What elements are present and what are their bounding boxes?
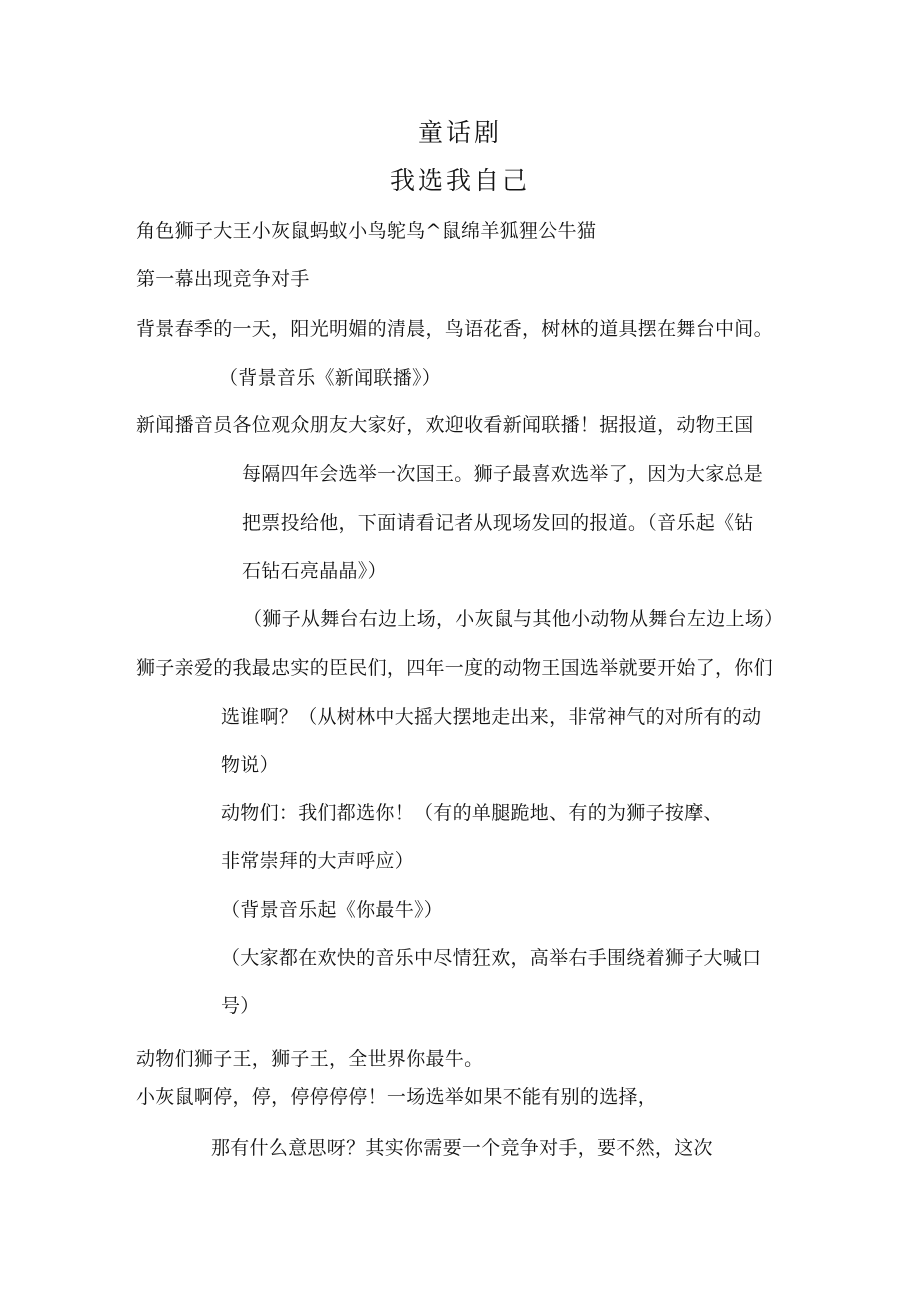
play-type-title: 童话剧 <box>417 118 502 147</box>
cast-list: 角色狮子大王小灰鼠蚂蚁小鸟鸵鸟^鼠绵羊狐狸公牛猫 <box>136 220 597 242</box>
stage-direction: （狮子从舞台右边上场，小灰鼠与其他小动物从舞台左边上场） <box>243 608 784 630</box>
dialogue-line: 动物们：我们都选你！（有的单腿跪地、有的为狮子按摩、 <box>221 802 723 824</box>
dialogue-line: 动物们狮子王，狮子王，全世界你最牛。 <box>136 1048 484 1070</box>
act-heading: 第一幕出现竞争对手 <box>136 268 310 290</box>
dialogue-line: 石钻石亮晶晶》） <box>242 560 387 582</box>
dialogue-line: 狮子亲爱的我最忠实的臣民们，四年一度的动物王国选举就要开始了，你们 <box>136 657 773 679</box>
stage-direction: （背景音乐起《你最牛》） <box>221 899 444 921</box>
play-title: 我选我自己 <box>389 166 530 195</box>
dialogue-line: 每隔四年会选举一次国王。狮子最喜欢选举了，因为大家总是 <box>242 463 764 485</box>
dialogue-line: 非常崇拜的大声呼应） <box>221 850 415 872</box>
stage-direction: 号） <box>221 995 260 1017</box>
scene-setting: 背景春季的一天，阳光明媚的清晨，鸟语花香，树林的道具摆在舞台中间。 <box>136 318 773 340</box>
dialogue-line: 新闻播音员各位观众朋友大家好，欢迎收看新闻联播！据报道，动物王国 <box>136 414 754 436</box>
dialogue-line: 把票投给他，下面请看记者从现场发回的报道。（音乐起《钻 <box>242 512 754 534</box>
stage-direction: （背景音乐《新闻联播》） <box>219 367 442 389</box>
dialogue-line: 小灰鼠啊停，停，停停停停！一场选举如果不能有别的选择， <box>136 1086 658 1108</box>
stage-direction: （大家都在欢快的音乐中尽情狂欢，高举右手围绕着狮子大喊口 <box>221 947 762 969</box>
dialogue-line: 物说） <box>221 754 279 776</box>
dialogue-line: 那有什么意思呀？其实你需要一个竞争对手，要不然，这次 <box>211 1137 713 1159</box>
dialogue-line: 选谁啊？（从树林中大摇大摆地走出来，非常神气的对所有的动 <box>221 706 762 728</box>
